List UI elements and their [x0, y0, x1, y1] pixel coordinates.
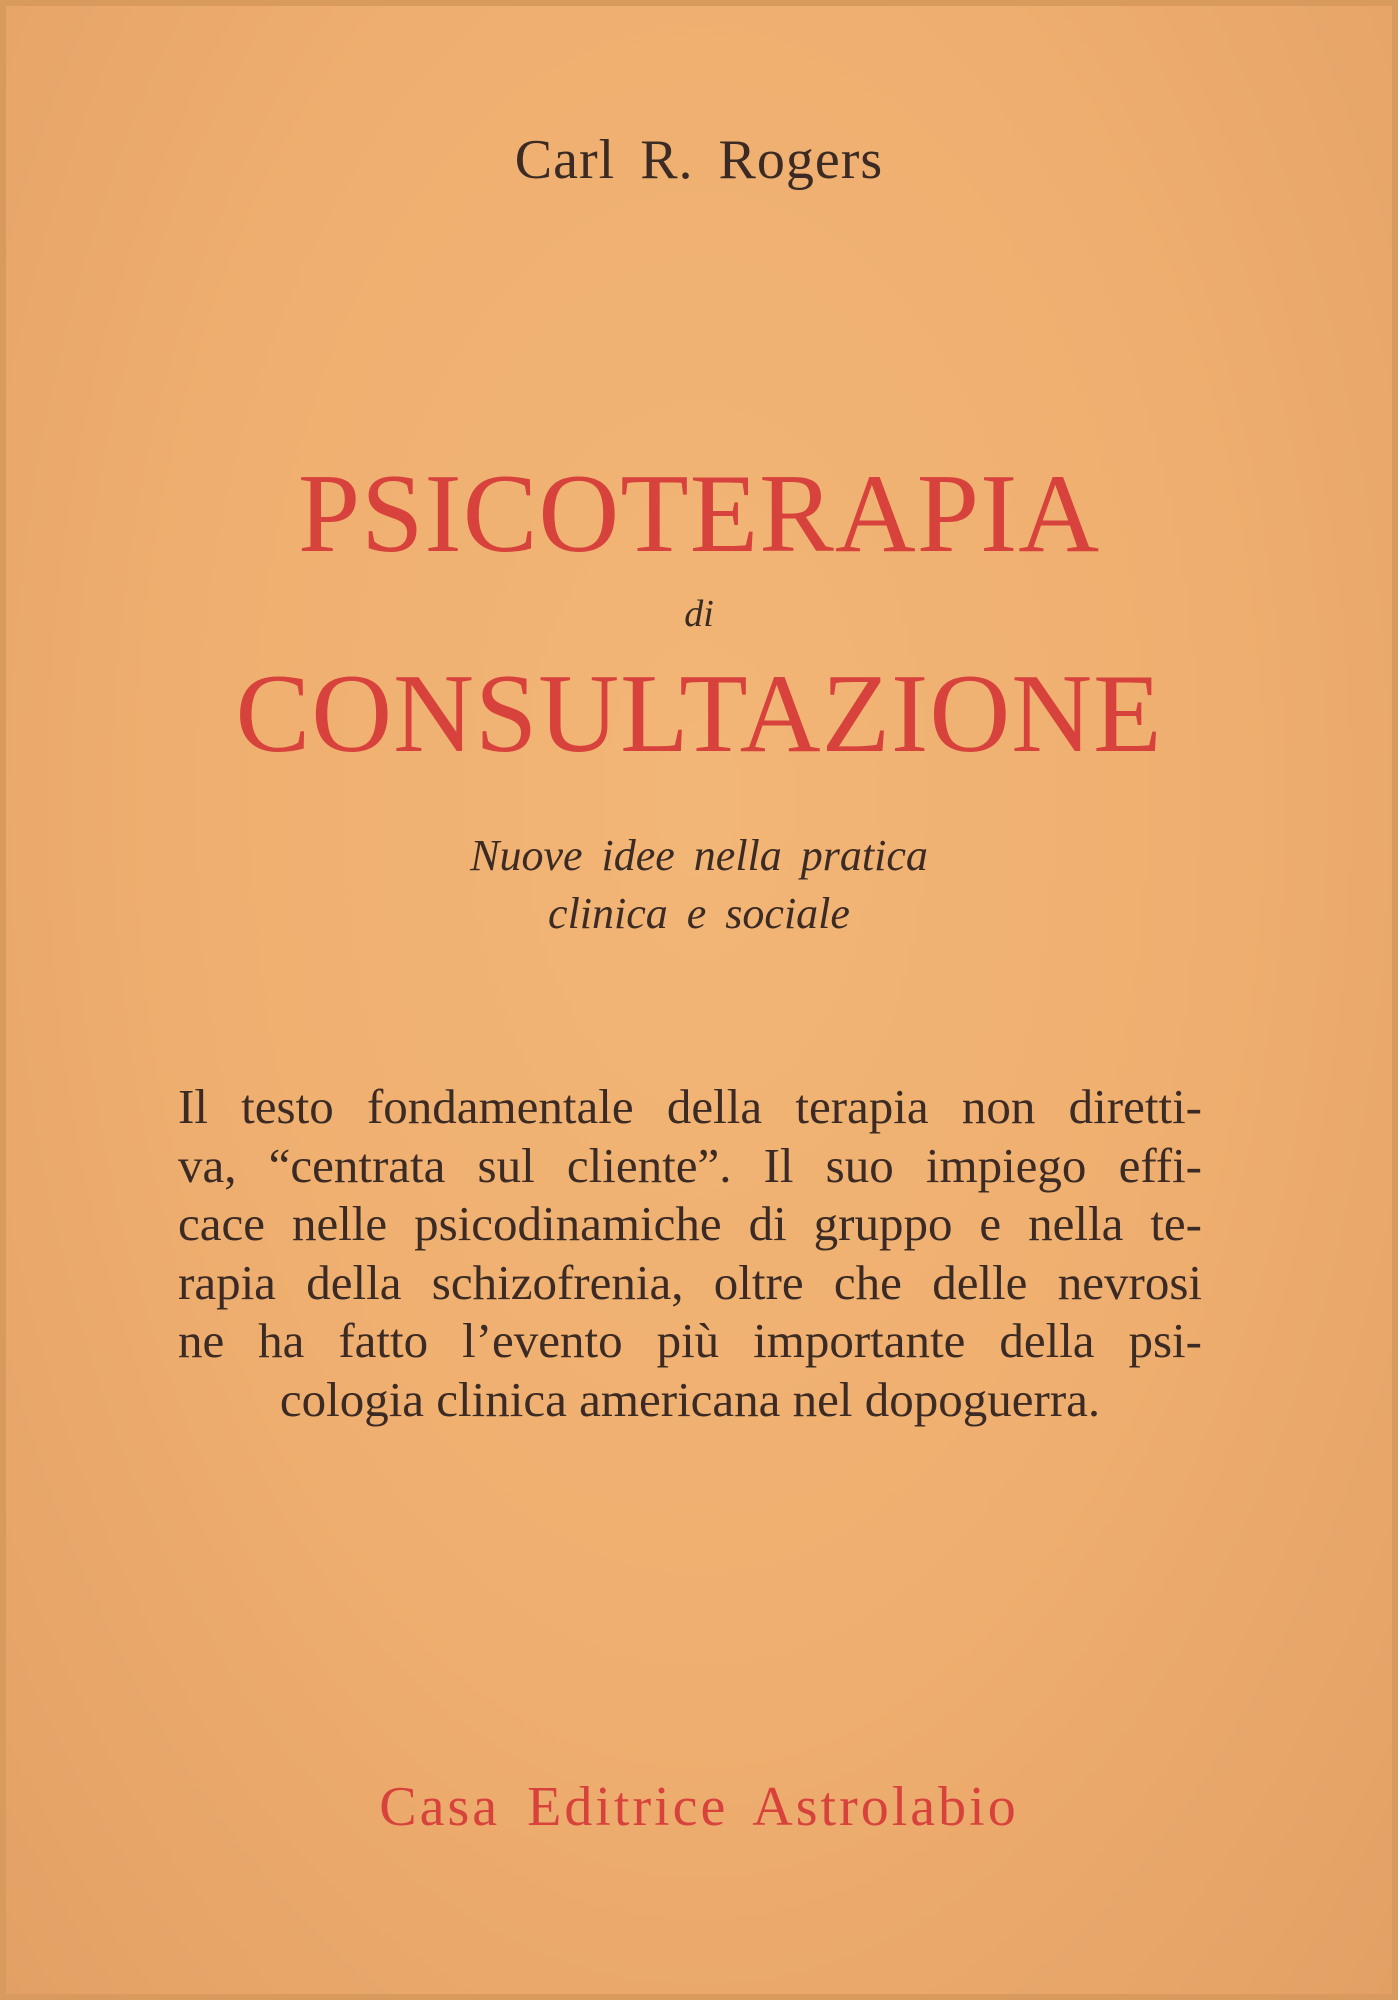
blurb-line: cace nelle psicodinamiche di gruppo e nella te-	[178, 1196, 1202, 1251]
author-name: Carl R. Rogers	[514, 129, 884, 191]
title-connector: di	[684, 593, 714, 635]
subtitle-line-1: Nuove idee nella pratica	[470, 831, 928, 880]
blurb	[178, 1078, 1202, 1429]
blurb-line: va, “centrata sul cliente”. Il suo impiego effi-	[178, 1137, 1202, 1193]
title-line-2: CONSULTAZIONE	[235, 652, 1163, 776]
title-line-1: PSICOTERAPIA	[297, 452, 1101, 576]
blurb-line: Il testo fondamentale della terapia non diretti-	[178, 1079, 1202, 1134]
subtitle-line-2: clinica e sociale	[548, 889, 850, 938]
blurb-line: cologia clinica americana nel dopoguerra.	[279, 1371, 1101, 1427]
blurb-line: rapia della schizofrenia, oltre che delle nevrosi	[178, 1254, 1202, 1310]
blurb-line: ne ha fatto l’evento più importante della psi-	[178, 1313, 1202, 1368]
publisher-name: Casa Editrice Astrolabio	[379, 1776, 1019, 1838]
